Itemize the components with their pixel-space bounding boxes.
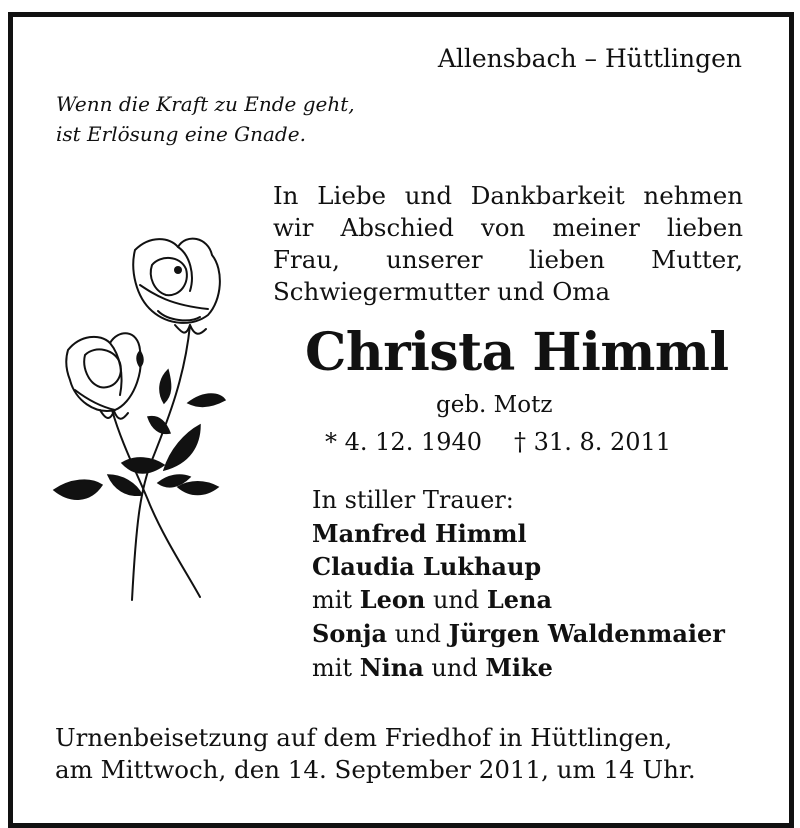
leaf-8 [178,482,218,495]
burial-line-1: Urnenbeisetzung auf dem Friedhof in Hüttlingen, [55,723,673,752]
word-und: und [432,586,480,614]
leaf-2 [188,394,225,407]
mourner-leon: Leon [359,585,426,614]
word-und: und [394,620,441,648]
word-und: und [431,654,478,682]
upper-rose-center [174,266,182,274]
burial-line-2: am Mittwoch, den 14. September 2011, um 14 Uhr. [55,755,696,784]
leaf-7 [54,480,102,499]
rose-center-dot [137,351,143,367]
birth-date: * 4. 12. 1940 [325,428,483,456]
birth-name: geb. Motz [436,392,553,418]
rose-illustration [40,225,240,605]
word-mit: mit [312,586,353,614]
intro-line-3: Frau, unserer lieben Mutter, [273,245,743,274]
leaf-6 [108,475,142,495]
mourner-2: Claudia Lukhaup [312,552,542,581]
word-mit: mit [312,654,353,682]
mourner-mike: Mike [485,653,553,682]
mourner-1: Manfred Himml [312,519,527,548]
intro-text [273,180,743,308]
mourner-line-4 [312,617,725,651]
motto-line-1: Wenn die Kraft zu Ende geht, [56,92,355,116]
intro-line-1: In Liebe und Dankbarkeit nehmen [273,181,743,210]
death-date: † 31. 8. 2011 [514,428,672,456]
mourner-line-3 [312,583,725,617]
leaf-1 [160,370,171,403]
intro-line-2: wir Abschied von meiner lieben [273,213,743,242]
deceased-name: Christa Himml [305,322,729,383]
intro-line-4: Schwiegermutter und Oma [273,277,611,306]
mourner-nina: Nina [359,653,424,682]
burial-info [55,722,696,786]
place-line: Allensbach – Hüttlingen [437,44,742,73]
leaf-4 [122,458,164,473]
mourner-juergen: Jürgen Waldenmaier [448,619,725,648]
life-dates [325,428,671,456]
mourners-block [312,484,725,685]
motto-line-2: ist Erlösung eine Gnade. [56,122,306,146]
mourners-heading: In stiller Trauer: [312,486,514,514]
mourner-sonja: Sonja [312,619,388,648]
mourner-lena: Lena [486,585,553,614]
mourner-line-5 [312,651,725,685]
